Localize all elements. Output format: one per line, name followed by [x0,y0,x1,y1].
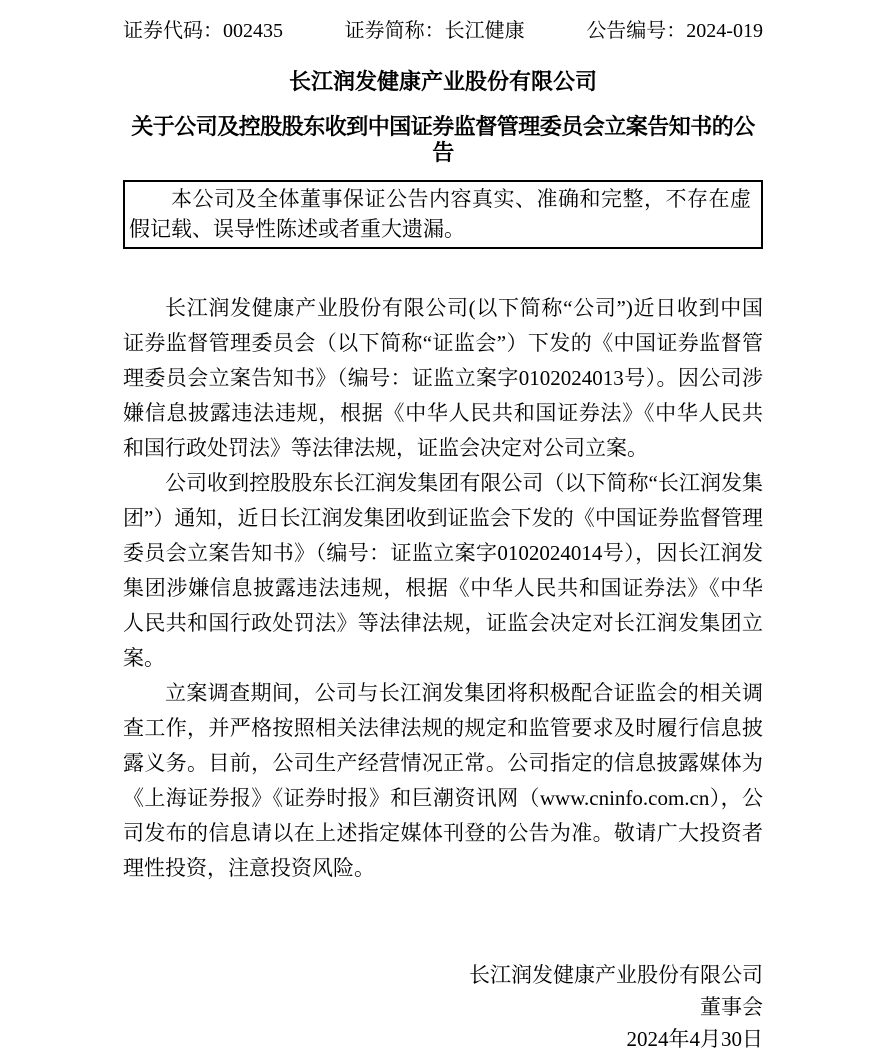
announcement-title: 关于公司及控股股东收到中国证券监督管理委员会立案告知书的公告 [131,114,755,165]
signature-block [123,959,763,1055]
document-content [123,0,763,1055]
document-header [123,0,763,42]
body-paragraph-1: 长江润发健康产业股份有限公司(以下简称“公司”)近日收到中国证券监督管理委员会（以下简称“证监会”）下发的《中国证券监督管理委员会立案告知书》（编号：证监立案字0102024013号）。因公司涉嫌信息披露违法违规，根据《中华人民共和国证券法》《中华人民共和国行政处罚法》等法律法规，证监会决定对公司立案。 [123,296,763,460]
announcement-number-text: 公告编号：2024-019 [586,20,763,42]
company-name-title: 长江润发健康产业股份有限公司 [288,69,597,94]
body-paragraph-2: 公司收到控股股东长江润发集团有限公司（以下简称“长江润发集团”）通知，近日长江润发集团收到证监会下发的《中国证券监督管理委员会立案告知书》（编号：证监立案字0102024014号），因长江润发集团涉嫌信息披露违法违规，根据《中华人民共和国证券法》《中华人民共和国行政处罚法》等法律法规，证监会决定对长江润发集团立案。 [123,471,763,670]
stock-short-name-text: 证券简称：长江健康 [344,20,525,42]
declaration-text: 本公司及全体董事保证公告内容真实、准确和完整，不存在虚假记载、误导性陈述或者重大遗漏。 [129,187,751,241]
stock-code-text: 证券代码：002435 [123,20,283,42]
body-paragraph-3: 立案调查期间，公司与长江润发集团将积极配合证监会的相关调查工作，并严格按照相关法律法规的规定和监管要求及时履行信息披露义务。目前，公司生产经营情况正常。公司指定的信息披露媒体为《上海证券报》《证券时报》和巨潮资讯网（www.cninfo.com.cn），公司发布的信息请以在上述指定媒体刊登的公告为准。敬请广大投资者理性投资，注意投资风险。 [123,681,763,880]
signature-date: 2024年4月30日 [626,1027,763,1051]
declaration-box [123,180,763,249]
announcement-body [123,291,763,886]
signature-company: 长江润发健康产业股份有限公司 [469,963,763,987]
signature-board: 董事会 [700,995,763,1019]
